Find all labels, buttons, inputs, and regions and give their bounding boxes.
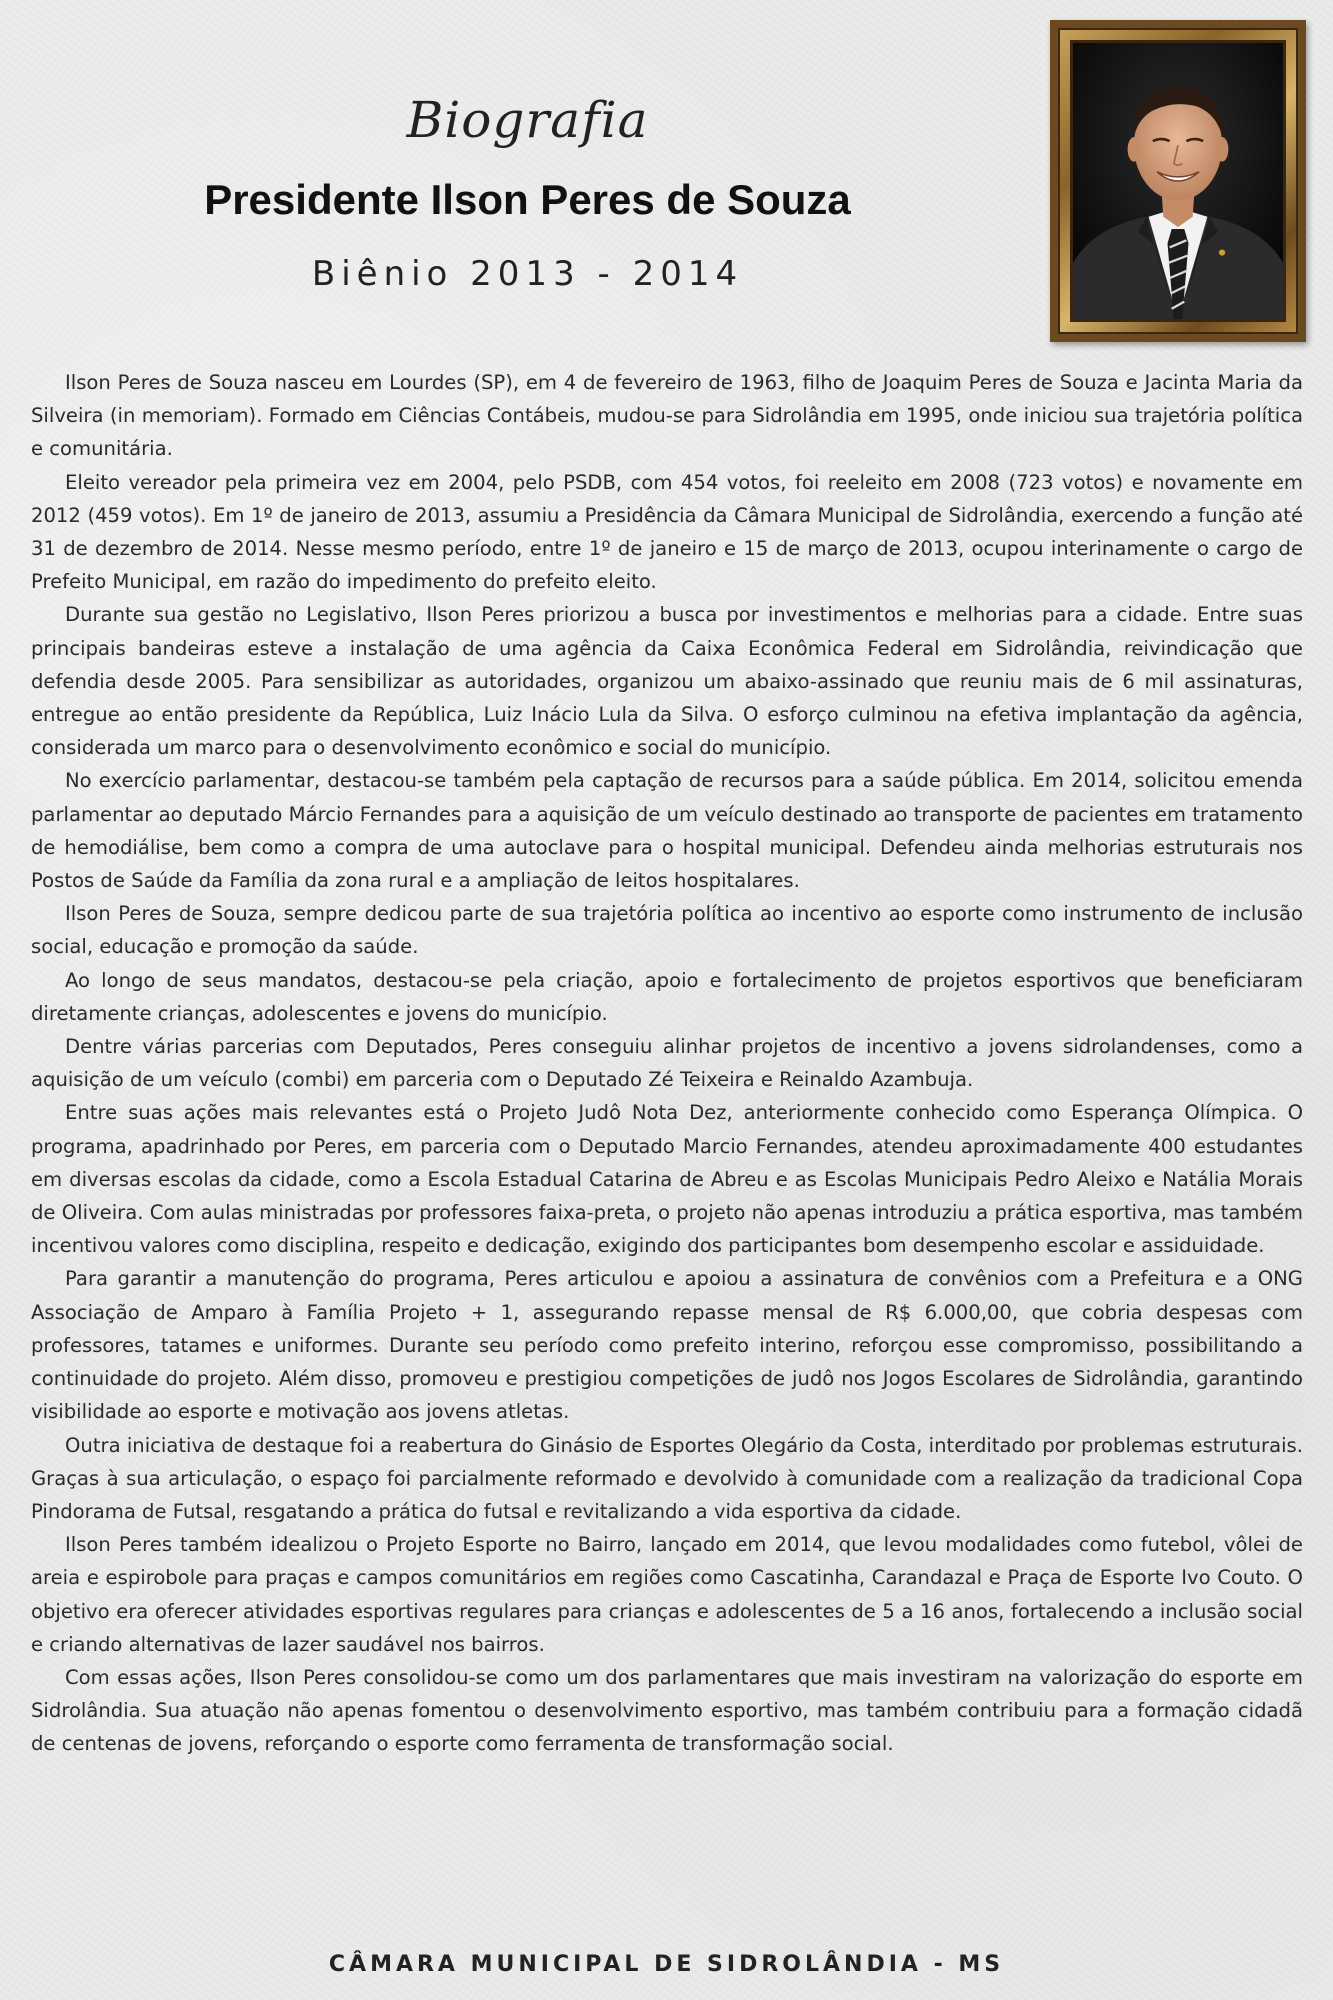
footer-institution: CÂMARA MUNICIPAL DE SIDROLÂNDIA - MS: [328, 1952, 1005, 1977]
paragraph: Com essas ações, Ilson Peres consolidou-se como um dos parlamentares que mais investiram na valorização do esporte em Sidrolândia. Sua atuação não apenas fomentou o desenvolvimento esportivo, mas também contribuiu para a formação cidadã de centenas de jovens, reforçando o esporte como ferramenta de transformação social.: [31, 1665, 1303, 1756]
paragraph: No exercício parlamentar, destacou-se também pela captação de recursos para a saúde pública. Em 2014, solicitou emenda parlamentar ao deputado Márcio Fernandes para a aquisição de um veículo destinado ao transporte de pacientes em tratamento de hemodiálise, bem como a compra de uma autoclave para o hospital municipal. Defendeu ainda melhorias estruturais nos Postos de Saúde da Família da zona rural e a ampliação de leitos hospitalares.: [31, 769, 1303, 893]
paragraph: Ilson Peres de Souza nasceu em Lourdes (SP), em 4 de fevereiro de 1963, filho de Joaquim Peres de Souza e Jacinta Maria da Silveira (in memoriam). Formado em Ciências Contábeis, mudou-se para Sidrolândia em 1995, onde iniciou sua trajetória política e comunitária.: [31, 371, 1303, 461]
script-title: Biografia: [406, 91, 649, 149]
portrait-illustration: [1073, 43, 1283, 319]
paragraph: Ilson Peres de Souza, sempre dedicou parte de sua trajetória política ao incentivo ao esporte como instrumento de inclusão social, educação e promoção da saúde.: [31, 902, 1303, 959]
portrait-photo: [1070, 40, 1286, 322]
paragraph: Outra iniciativa de destaque foi a reabertura do Ginásio de Esportes Olegário da Costa, interditado por problemas estruturais. Graças à sua articulação, o espaço foi parcialmente reformado e devolvido à comunidade com a realização da tradicional Copa Pindorama de Futsal, resgatando a prática do futsal e revitalizando a vida esportiva da cidade.: [31, 1433, 1303, 1523]
page-title: Presidente Ilson Peres de Souza: [204, 176, 851, 223]
paragraph: Para garantir a manutenção do programa, Peres articulou e apoiou a assinatura de convênios com a Prefeitura e a ONG Associação de Amparo à Família Projeto + 1, assegurando repasse mensal de R$ 6.000,00, que cobria despesas com professores, tatames e uniformes. Durante seu período como prefeito interino, reforçou esse compromisso, possibilitando a continuidade do projeto. Além disso, promoveu e prestigiou competições de judô nos Jogos Escolares de Sidrolândia, garantindo visibilidade ao esporte e motivação aos jovens atletas.: [31, 1267, 1303, 1424]
paragraph: Dentre várias parcerias com Deputados, Peres conseguiu alinhar projetos de incentivo a jovens sidrolandenses, como a aquisição de um veículo (combi) em parceria com o Deputado Zé Teixeira e Reinaldo Azambuja.: [31, 1035, 1303, 1092]
paragraph: Durante sua gestão no Legislativo, Ilson Peres priorizou a busca por investimentos e melhorias para a cidade. Entre suas principais bandeiras esteve a instalação de uma agência da Caixa Econômica Federal em Sidrolândia, reivindicação que defendia desde 2005. Para sensibilizar as autoridades, organizou um abaixo-assinado que reuniu mais de 6 mil assinaturas, entregue ao então presidente da República, Luiz Inácio Lula da Silva. O esforço culminou na efetiva implantação da agência, considerada um marco para o desenvolvimento econômico e social do município.: [31, 603, 1303, 760]
paragraph: Eleito vereador pela primeira vez em 2004, pelo PSDB, com 454 votos, foi reeleito em 2008 (723 votos) e novamente em 2012 (459 votos). Em 1º de janeiro de 2013, assumiu a Presidência da Câmara Municipal de Sidrolândia, exercendo a função até 31 de dezembro de 2014. Nesse mesmo período, entre 1º de janeiro e 15 de março de 2013, ocupou interinamente o cargo de Prefeito Municipal, em razão do impedimento do prefeito eleito.: [31, 470, 1303, 594]
biography-text: [31, 366, 1303, 1761]
term-subtitle: Biênio 2013 - 2014: [311, 254, 744, 294]
paragraph: Entre suas ações mais relevantes está o Projeto Judô Nota Dez, anteriormente conhecido como Esperança Olímpica. O programa, apadrinhado por Peres, em parceria com o Deputado Marcio Fernandes, atendeu aproximadamente 400 estudantes em diversas escolas da cidade, como a Escola Estadual Catarina de Abreu e as Escolas Municipais Pedro Aleixo e Natália Morais de Oliveira. Com aulas ministradas por professores faixa-preta, o projeto não apenas introduziu a prática esportiva, mas também incentivou valores como disciplina, respeito e dedicação, exigindo dos participantes bom desempenho escolar e assiduidade.: [31, 1101, 1303, 1258]
header: [0, 80, 1055, 296]
paragraph: Ao longo de seus mandatos, destacou-se pela criação, apoio e fortalecimento de projetos esportivos que beneficiaram diretamente crianças, adolescentes e jovens do município.: [31, 968, 1303, 1025]
portrait-frame: [1050, 20, 1306, 342]
paragraph: Ilson Peres também idealizou o Projeto Esporte no Bairro, lançado em 2014, que levou modalidades como futebol, vôlei de areia e espirobole para praças e campos comunitários em regiões como Cascatinha, Carandazal e Praça de Esporte Ivo Couto. O objetivo era oferecer atividades esportivas regulares para crianças e adolescentes de 5 a 16 anos, fortalecendo a inclusão social e criando alternativas de lazer saudável nos bairros.: [31, 1533, 1303, 1656]
